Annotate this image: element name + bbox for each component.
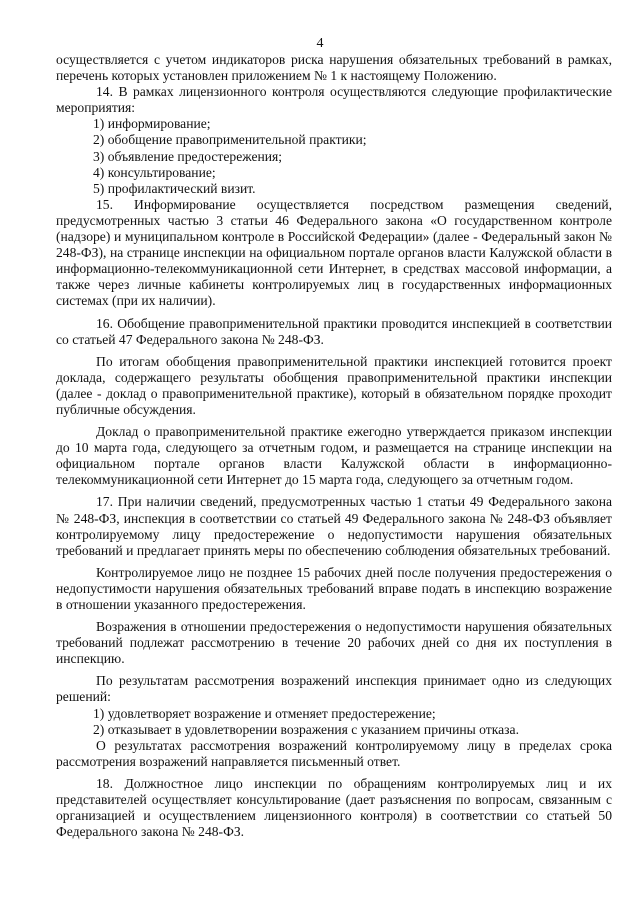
- list-item: 5) профилактический визит.: [93, 180, 256, 196]
- list-item: 3) объявление предостережения;: [93, 148, 283, 164]
- list-item: 4) консультирование;: [93, 164, 216, 180]
- paragraph: По результатам рассмотрения возражений инспекция принимает одно из следующих решений:: [56, 673, 612, 705]
- paragraph: осуществляется с учетом индикаторов риска нарушения обязательных требований в рамках, перечень которых установлен приложением № 1 к настоящему Положению.: [56, 52, 612, 84]
- paragraph-17: 17. При наличии сведений, предусмотренных частью 1 статьи 49 Федерального закона № 248-ФЗ, инспекция в соответствии со статьей 49 Федерального закона № 248-ФЗ объявляет контролируемому лицу предостережение о недопустимости нарушения обязательных требований и предлагает принять меры по обеспечению соблюдения обязательных требований.: [56, 494, 612, 558]
- paragraph-15: 15. Информирование осуществляется посредством размещения сведений, предусмотренных частью 3 статьи 46 Федерального закона «О государственном контроле (надзоре) и муниципальном контроле в Российской Федерации» (далее - Федеральный закон № 248-ФЗ), на странице инспекции на официальном портале органов власти Калужской области в информационно-телекоммуникационной сети Интернет, в средствах массовой информации, а также через личные кабинеты контролируемых лиц в государственных информационных системах (при их наличии).: [56, 196, 612, 309]
- list-item: 1) удовлетворяет возражение и отменяет предостережение;: [93, 705, 436, 721]
- paragraph-14: 14. В рамках лицензионного контроля осуществляются следующие профилактические мероприятия:: [56, 84, 612, 116]
- document-body: [56, 52, 612, 840]
- paragraph: Возражения в отношении предостережения о недопустимости нарушения обязательных требований подлежат рассмотрению в течение 20 рабочих дней со дня их поступления в инспекцию.: [56, 619, 612, 667]
- paragraph: Доклад о правоприменительной практике ежегодно утверждается приказом инспекции до 10 марта года, следующего за отчетным годом, и размещается на странице инспекции на официальном портале органов власти Калужской области в информационно-телекоммуникационной сети Интернет до 15 марта года, следующего за отчетным годом.: [56, 424, 612, 488]
- list-item: 2) обобщение правоприменительной практики;: [93, 132, 367, 148]
- page-number: 4: [316, 36, 324, 51]
- list-item: 1) информирование;: [93, 116, 211, 132]
- paragraph: По итогам обобщения правоприменительной практики инспекцией готовится проект доклада, содержащего результаты обобщения правоприменительной практики инспекции (далее - доклад о правоприменительной практике), который в обязательном порядке проходит публичные обсуждения.: [56, 353, 612, 417]
- paragraph: О результатах рассмотрения возражений контролируемому лицу в пределах срока рассмотрения возражений направляется письменный ответ.: [56, 737, 612, 769]
- paragraph: Контролируемое лицо не позднее 15 рабочих дней после получения предостережения о недопустимости нарушения обязательных требований вправе подать в инспекцию возражение в отношении указанного предостережения.: [56, 564, 612, 612]
- list-item: 2) отказывает в удовлетворении возражения с указанием причины отказа.: [93, 721, 519, 737]
- paragraph-16: 16. Обобщение правоприменительной практики проводится инспекцией в соответствии со статьей 47 Федерального закона № 248-ФЗ.: [56, 315, 612, 347]
- paragraph-18: 18. Должностное лицо инспекции по обращениям контролируемых лиц и их представителей осуществляет консультирование (дает разъяснения по вопросам, связанным с организацией и осуществлением лицензионного контроля) в соответствии со статьей 50 Федерального закона № 248-ФЗ.: [56, 775, 612, 840]
